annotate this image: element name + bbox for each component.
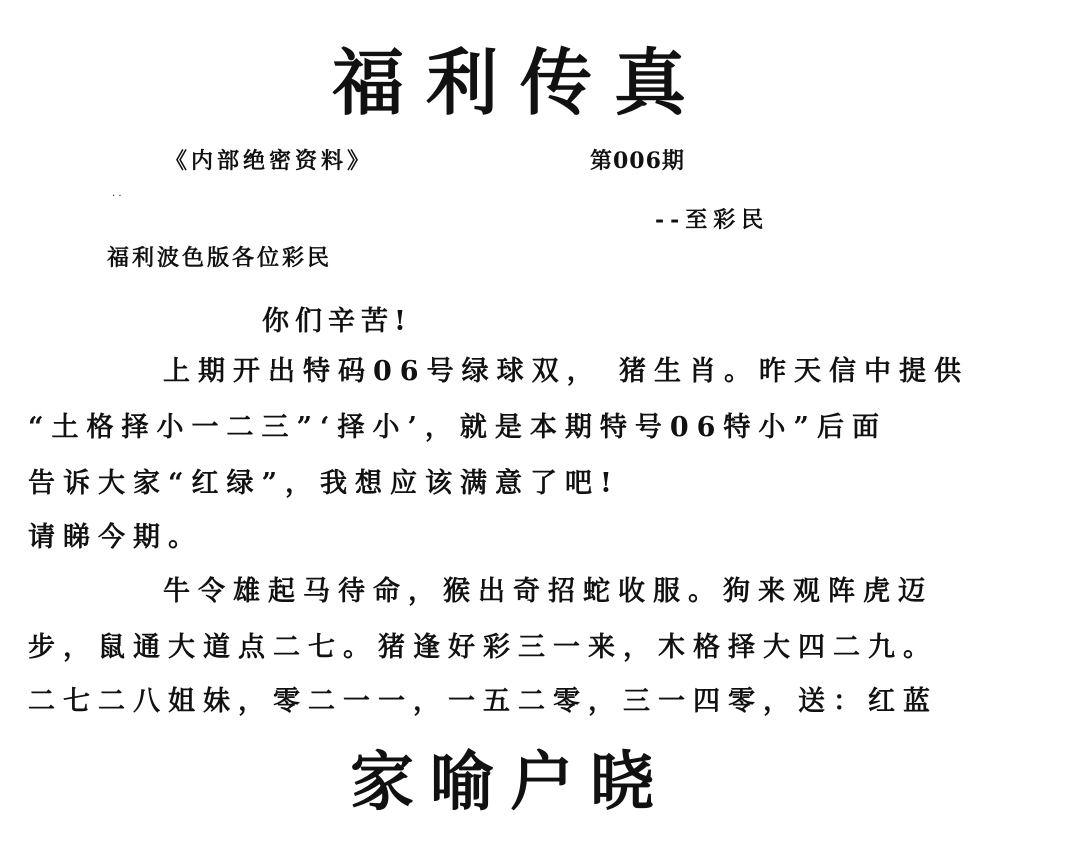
body-line: “土格择小一二三”‘择小’，就是本期特号06特小”后面 — [28, 412, 887, 443]
body-line: 请睇今期。 — [28, 522, 203, 553]
addressee-line: --至彩民 — [655, 207, 770, 233]
footer-slogan: 家喻户晓 — [350, 745, 670, 820]
greeting-line: 福利波色版各位彩民 — [107, 245, 333, 271]
body-line: 牛令雄起马待命，猴出奇招蛇收服。狗来观阵虎迈 — [163, 576, 933, 607]
body-line: 二七二八姐妹，零二一一，一五二零，三一四零，送：红蓝 — [28, 686, 938, 717]
body-line: 上期开出特码06号绿球双， 猪生肖。昨天信中提供 — [163, 356, 969, 387]
document-title: 福利传真 — [331, 40, 708, 125]
body-line: 告诉大家“红绿”，我想应该满意了吧! — [28, 468, 620, 499]
body-line: 步，鼠通大道点二七。猪逢好彩三一来，木格择大四二九。 — [28, 632, 938, 663]
stray-marks: . . — [112, 188, 122, 199]
issue-number: 第006期 — [590, 148, 685, 174]
salutation: 你们辛苦! — [262, 306, 412, 337]
source-label: 《内部绝密资料》 — [165, 148, 374, 174]
